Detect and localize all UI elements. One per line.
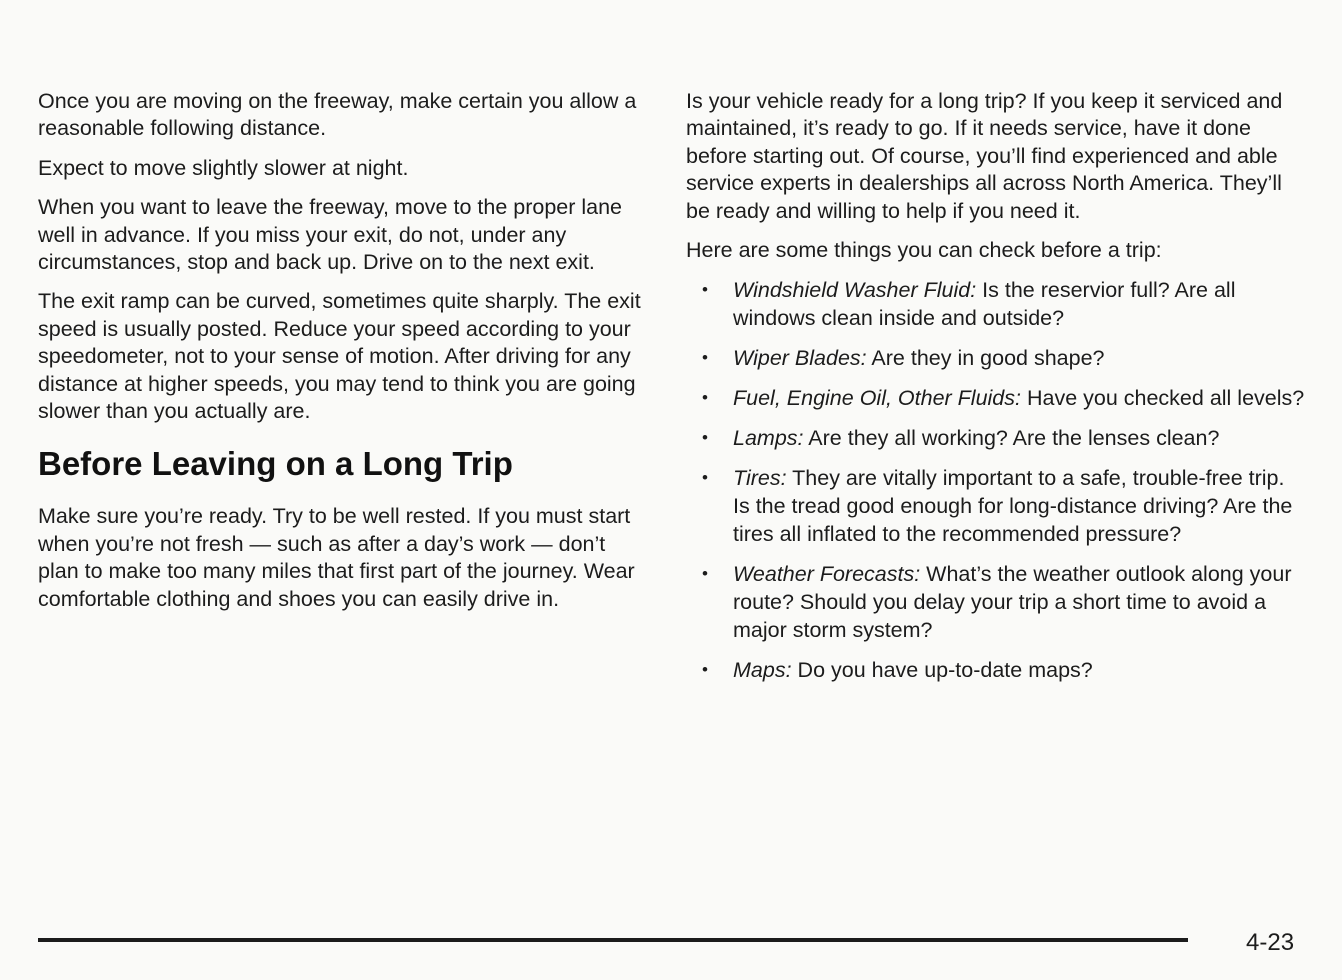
checklist-term: Tires: xyxy=(733,466,787,491)
checklist-item-lamps xyxy=(686,424,1306,452)
checklist-item-tires xyxy=(686,464,1306,548)
paragraph-following-distance: Once you are moving on the freeway, make certain you allow a reasonable following distance. xyxy=(38,89,637,141)
footer-divider xyxy=(38,938,1188,942)
checklist-term: Lamps: xyxy=(733,426,804,451)
checklist-text: They are vitally important to a safe, trouble-free trip. Is the tread good enough for long-distance driving? Are the tires all inflated to the recommended pressure? xyxy=(733,466,1293,547)
checklist-text: What’s the weather outlook along your route? Should you delay your trip a short time to avoid a major storm system? xyxy=(733,562,1292,643)
bullet-icon: • xyxy=(702,388,708,408)
paragraph-checklist-intro: Here are some things you can check before a trip: xyxy=(686,238,1162,263)
paragraph-be-ready: Make sure you’re ready. Try to be well rested. If you must start when you’re not fresh — such as after a day’s work — don’t plan to make too many miles that first part of the journey. Wear comfortable clothing and shoes you can easily drive in. xyxy=(38,504,635,611)
checklist-text: Is the reservior full? Are all windows clean inside and outside? xyxy=(733,278,1236,331)
checklist-text: Are they in good shape? xyxy=(866,346,1105,371)
checklist-item-weather xyxy=(686,560,1306,644)
paragraph-exit-ramp: The exit ramp can be curved, sometimes quite sharply. The exit speed is usually posted. Reduce your speed according to your speedometer, not to your sense of motion. After driving for any distance at higher speeds, you may tend to think you are going slower than you actually are. xyxy=(38,289,641,424)
bullet-icon: • xyxy=(702,660,708,680)
checklist-term: Windshield Washer Fluid: xyxy=(733,278,977,303)
paragraph-night-speed: Expect to move slightly slower at night. xyxy=(38,155,409,180)
checklist-text: Are they all working? Are the lenses clean? xyxy=(803,426,1220,451)
bullet-icon: • xyxy=(702,280,708,300)
checklist-term: Wiper Blades: xyxy=(733,346,867,371)
checklist-term: Maps: xyxy=(733,658,792,683)
checklist-term: Weather Forecasts: xyxy=(733,562,921,587)
bullet-icon: • xyxy=(702,564,708,584)
left-column xyxy=(38,88,648,625)
section-heading: Before Leaving on a Long Trip xyxy=(38,445,513,483)
checklist-text: Have you checked all levels? xyxy=(1020,386,1305,411)
page-number: 4-23 xyxy=(1246,929,1295,956)
checklist-text: Do you have up-to-date maps? xyxy=(791,658,1093,683)
bullet-icon: • xyxy=(702,348,708,368)
checklist-item-washer-fluid xyxy=(686,276,1306,332)
trip-checklist xyxy=(686,276,1306,684)
bullet-icon: • xyxy=(702,468,708,488)
paragraph-leaving-freeway: When you want to leave the freeway, move to the proper lane well in advance. If you miss your exit, do not, under any circumstances, stop and back up. Drive on to the next exit. xyxy=(38,195,623,275)
bullet-icon: • xyxy=(702,428,708,448)
checklist-item-maps xyxy=(686,656,1306,684)
checklist-item-fluids xyxy=(686,384,1306,412)
checklist-item-wiper-blades xyxy=(686,344,1306,372)
right-column xyxy=(686,88,1306,696)
paragraph-vehicle-ready: Is your vehicle ready for a long trip? If you keep it serviced and maintained, it’s ready to go. If it needs service, have it done before starting out. Of course, you’ll find experienced and able service experts in dealerships all across North America. They’ll be ready and willing to help if you need it. xyxy=(686,89,1283,223)
checklist-term: Fuel, Engine Oil, Other Fluids: xyxy=(733,386,1021,411)
